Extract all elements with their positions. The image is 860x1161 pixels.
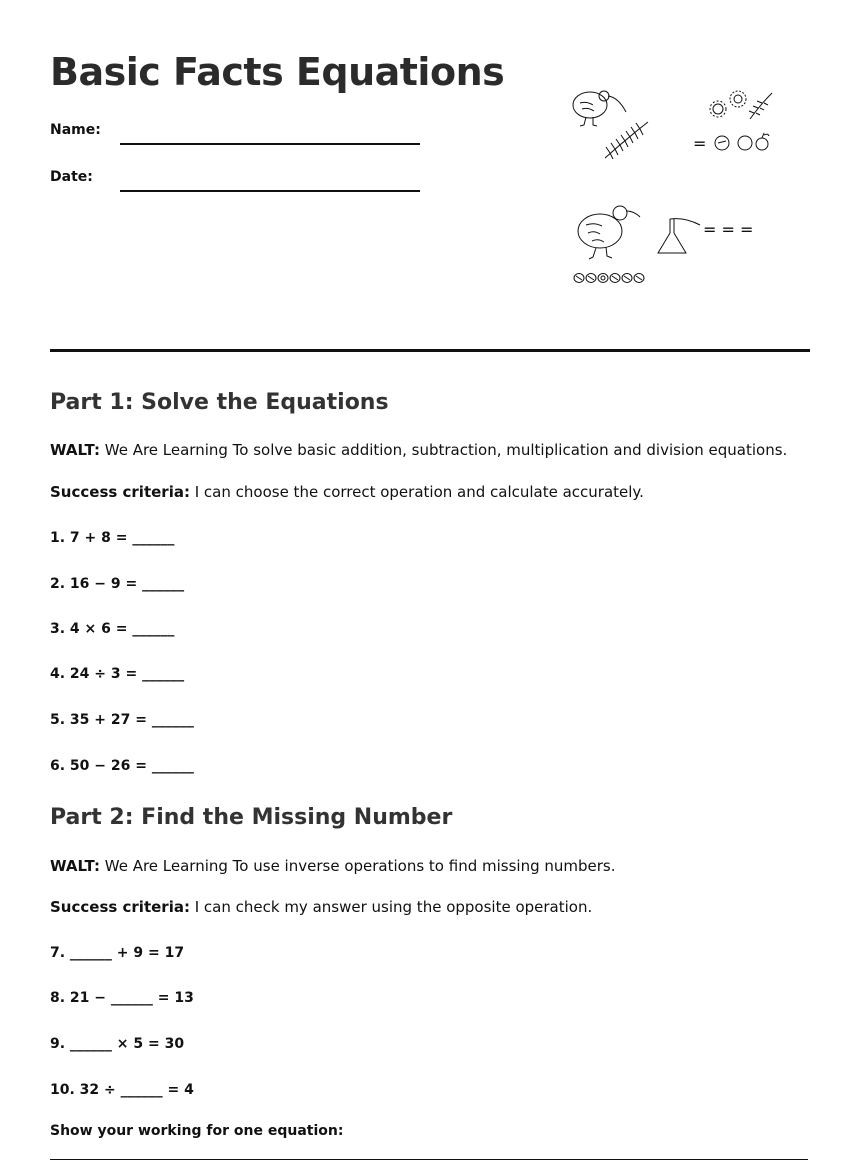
working-label: Show your working for one equation: bbox=[50, 1123, 344, 1139]
fruit-icon bbox=[715, 133, 769, 150]
name-field[interactable] bbox=[120, 143, 420, 145]
question-6: 6. 50 − 26 = ______ bbox=[50, 758, 194, 774]
question-10: 10. 32 ÷ ______ = 4 bbox=[50, 1082, 194, 1098]
walt-label: WALT: bbox=[50, 441, 100, 459]
question-9: 9. ______ × 5 = 30 bbox=[50, 1036, 185, 1052]
question-2: 2. 16 − 9 = ______ bbox=[50, 576, 185, 592]
page-title: Basic Facts Equations bbox=[50, 50, 505, 94]
kiwi-bird-icon bbox=[573, 91, 626, 126]
date-field[interactable] bbox=[120, 190, 420, 192]
walt-label: WALT: bbox=[50, 857, 100, 875]
walt-text: We Are Learning To use inverse operations to find missing numbers. bbox=[104, 857, 616, 875]
part1-walt bbox=[50, 441, 787, 459]
criteria-text: I can choose the correct operation and calculate accurately. bbox=[194, 483, 644, 501]
date-label: Date: bbox=[50, 169, 93, 185]
flowers-icon bbox=[710, 91, 772, 119]
part2-walt bbox=[50, 857, 616, 875]
part2-heading: Part 2: Find the Missing Number bbox=[50, 805, 453, 830]
criteria-label: Success criteria: bbox=[50, 898, 190, 916]
kiwi-bird-icon bbox=[578, 206, 640, 259]
question-3: 3. 4 × 6 = ______ bbox=[50, 621, 175, 637]
stones-icon bbox=[574, 274, 644, 283]
part1-criteria bbox=[50, 483, 644, 501]
divider bbox=[50, 349, 810, 352]
name-label: Name: bbox=[50, 122, 101, 138]
part2-criteria bbox=[50, 898, 592, 916]
equals-sign: = bbox=[693, 134, 707, 153]
question-8: 8. 21 − ______ = 13 bbox=[50, 990, 194, 1006]
part1-heading: Part 1: Solve the Equations bbox=[50, 390, 389, 415]
criteria-text: I can check my answer using the opposite operation. bbox=[194, 898, 593, 916]
criteria-label: Success criteria: bbox=[50, 483, 190, 501]
question-7: 7. ______ + 9 = 17 bbox=[50, 945, 185, 961]
equals-signs: = = = bbox=[703, 220, 754, 239]
question-4: 4. 24 ÷ 3 = ______ bbox=[50, 666, 185, 682]
question-1: 1. 7 + 8 = ______ bbox=[50, 530, 175, 546]
flask-icon bbox=[658, 219, 700, 253]
fern-icon bbox=[605, 122, 648, 159]
decorative-illustration bbox=[560, 85, 790, 295]
question-5: 5. 35 + 27 = ______ bbox=[50, 712, 194, 728]
working-answer-line[interactable] bbox=[50, 1159, 808, 1160]
walt-text: We Are Learning To solve basic addition, subtraction, multiplication and division equations. bbox=[104, 441, 788, 459]
